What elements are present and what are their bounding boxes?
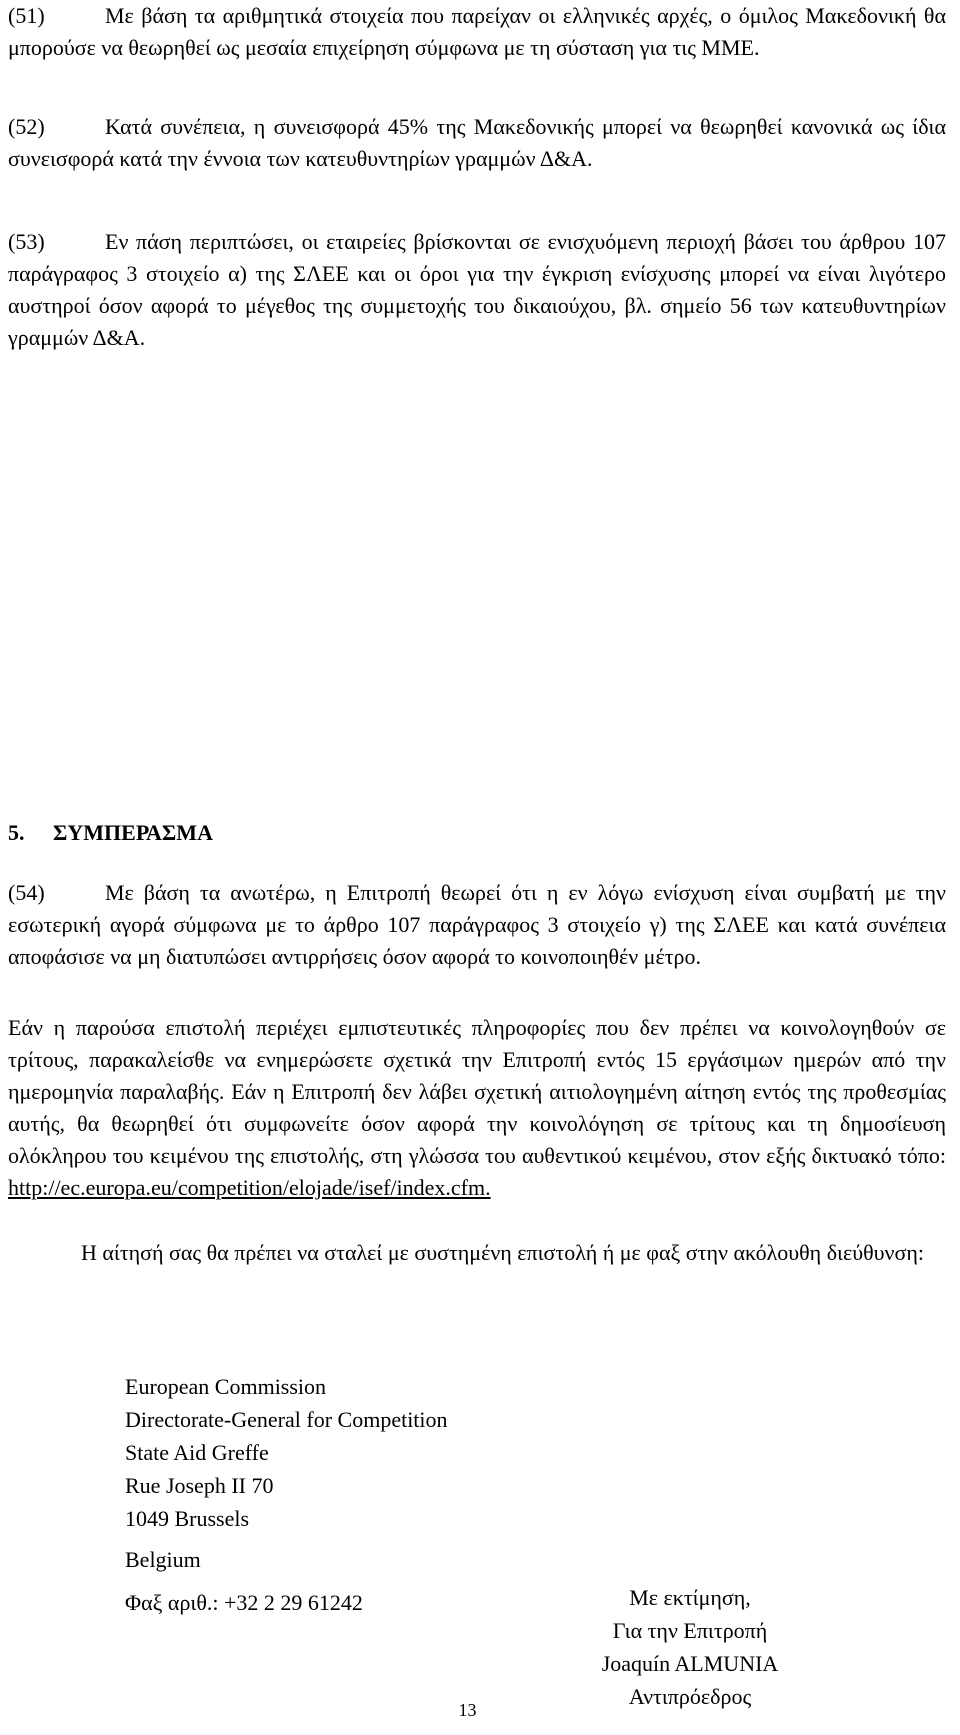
- paragraph-text: Εν πάση περιπτώσει, οι εταιρείες βρίσκονται σε ενισχυόμενη περιοχή βάσει του άρθρου 107 παράγραφος 3 στοιχείο α) της ΣΛΕΕ και οι όροι για την έγκριση ενίσχυσης μπορεί να είναι λιγότερο αυστηροί όσον αφορά το μέγεθος της συμμετοχής του δικαιούχου, βλ. σημείο 56 των κατευθυντηρίων γραμμών Δ&Α.: [8, 229, 946, 350]
- address-line: State Aid Greffe: [125, 1440, 269, 1465]
- paragraph-54: [8, 877, 946, 973]
- section-heading: [8, 820, 213, 846]
- address-line: 1049 Brussels: [125, 1506, 250, 1531]
- paragraph-number: (52): [8, 114, 45, 139]
- fax-number: Φαξ αριθ.: +32 2 29 61242: [125, 1590, 363, 1615]
- paragraph-number: (54): [8, 880, 45, 905]
- address-line: European Commission: [125, 1374, 327, 1399]
- paragraph-53: [8, 226, 946, 354]
- section-title: ΣΥΜΠΕΡΑΣΜΑ: [53, 820, 213, 845]
- address-line: Rue Joseph II 70: [125, 1473, 274, 1498]
- request-paragraph: Η αίτησή σας θα πρέπει να σταλεί με συστημένη επιστολή ή με φαξ στην ακόλουθη διεύθυνση:: [81, 1240, 924, 1265]
- paragraph-number: (51): [8, 3, 45, 28]
- address-country: Belgium: [125, 1547, 201, 1572]
- address-block: [125, 1370, 448, 1619]
- closing-regards: Με εκτίμηση,: [629, 1585, 751, 1610]
- paragraph-text: Με βάση τα ανωτέρω, η Επιτροπή θεωρεί ότι η εν λόγω ενίσχυση είναι συμβατή με την εσωτερική αγορά σύμφωνα με το άρθρο 107 παράγραφος 3 στοιχείο γ) της ΣΛΕΕ και κατά συνέπεια αποφάσισε να μη διατυπώσει αντιρρήσεις όσον αφορά το κοινοποιηθέν μέτρο.: [8, 880, 946, 969]
- confidentiality-notice: [8, 1012, 946, 1204]
- website-link[interactable]: http://ec.europa.eu/competition/elojade/isef/index.cfm.: [8, 1175, 491, 1200]
- paragraph-number: (53): [8, 229, 45, 254]
- closing-block: [540, 1581, 840, 1647]
- paragraph-52: [8, 111, 946, 175]
- paragraph-51: [8, 0, 946, 64]
- closing-for-commission: Για την Επιτροπή: [612, 1618, 768, 1643]
- section-number: 5.: [8, 820, 25, 845]
- paragraph-text: Με βάση τα αριθμητικά στοιχεία που παρείχαν οι ελληνικές αρχές, ο όμιλος Μακεδονική θα μπορούσε να θεωρηθεί ως μεσαία επιχείρηση σύμφωνα με τη σύσταση για τις ΜΜΕ.: [8, 3, 946, 60]
- page-number: 13: [458, 1700, 477, 1720]
- paragraph-text: Κατά συνέπεια, η συνεισφορά 45% της Μακεδονικής μπορεί να θεωρηθεί κανονικά ως ίδια συνεισφορά κατά την έννοια των κατευθυντηρίων γραμμών Δ&Α.: [8, 114, 946, 171]
- address-line: Directorate-General for Competition: [125, 1407, 448, 1432]
- confidentiality-text: Εάν η παρούσα επιστολή περιέχει εμπιστευτικές πληροφορίες που δεν πρέπει να κοινολογηθούν σε τρίτους, παρακαλείσθε να ενημερώσετε σχετικά την Επιτροπή εντός 15 εργάσιμων ημερών από την ημερομηνία παραλαβής. Εάν η Επιτροπή δεν λάβει σχετική αιτιολογημένη αίτηση εντός της προθεσμίας αυτής, θα θεωρηθεί ότι συμφωνείτε όσον αφορά την κοινολόγηση σε τρίτους και τη δημοσίευση ολόκληρου του κειμένου της επιστολής, στη γλώσσα του αυθεντικού κειμένου, στον εξής δικτυακό τόπο:: [8, 1015, 946, 1168]
- signatory-title: Αντιπρόεδρος: [628, 1684, 752, 1709]
- signatory-name: Joaquín ALMUNIA: [601, 1651, 779, 1676]
